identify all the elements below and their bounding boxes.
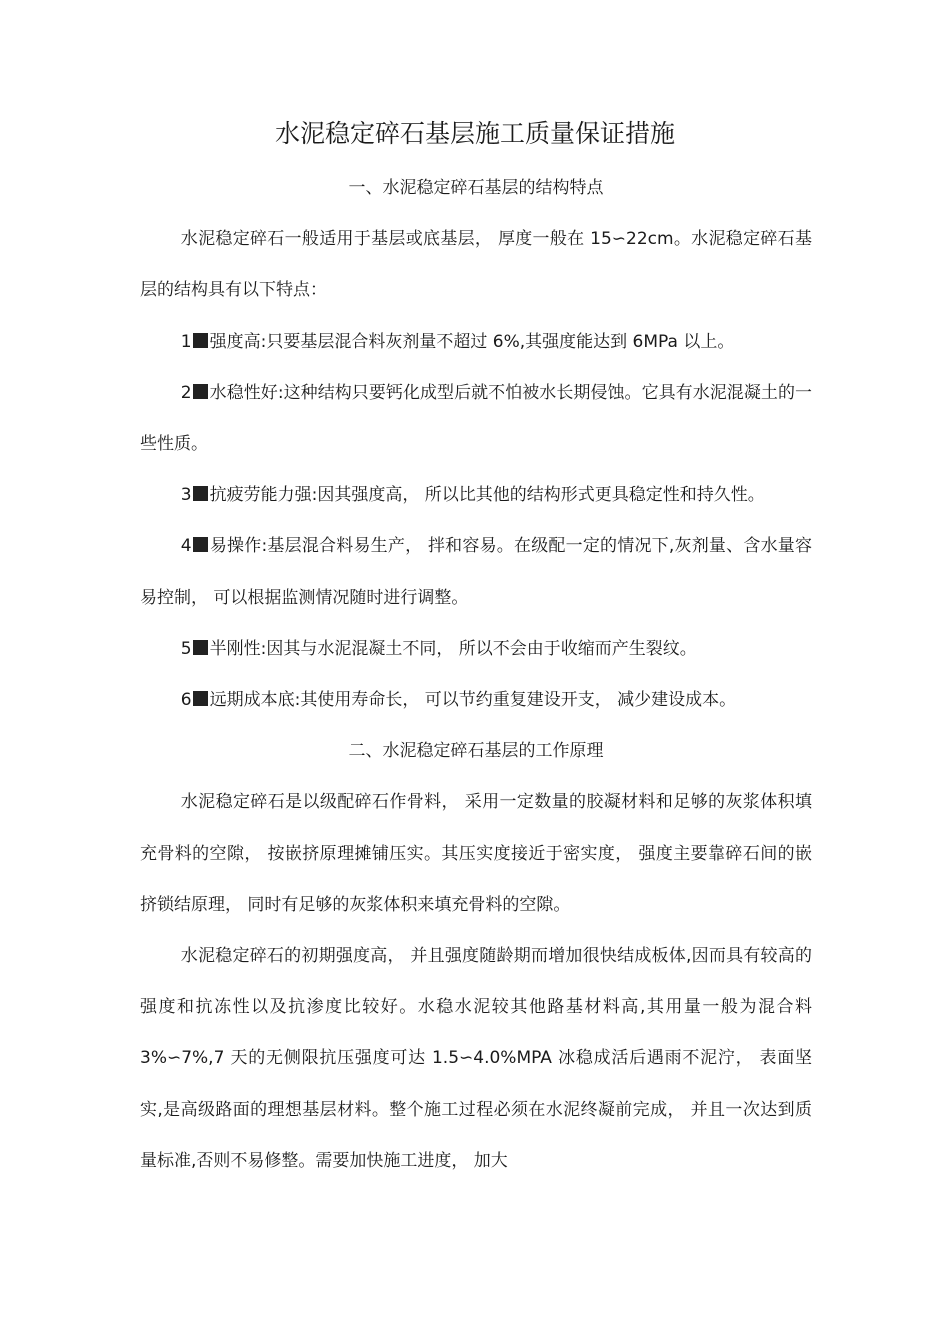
feature-item-2 [140, 368, 812, 470]
feature-item-6 [140, 675, 812, 726]
square-bullet-icon [193, 333, 208, 348]
feature-number: 1 [180, 331, 192, 352]
feature-item-1 [140, 317, 812, 368]
feature-text: 抗疲劳能力强:因其强度高， 所以比其他的结构形式更具稳定性和持久性。 [209, 485, 765, 506]
square-bullet-icon [193, 486, 208, 501]
feature-number: 6 [180, 690, 192, 711]
feature-item-5 [140, 624, 812, 675]
feature-text: 远期成本底:其使用寿命长， 可以节约重复建设开支， 减少建设成本。 [209, 690, 737, 711]
feature-number: 2 [180, 382, 192, 403]
document-body [140, 163, 812, 1187]
feature-item-4 [140, 521, 812, 623]
feature-text: 水稳性好:这种结构只要钙化成型后就不怕被水长期侵蚀。它具有水泥混凝土的一些性质。 [140, 382, 812, 455]
feature-text: 易操作:基层混合料易生产， 拌和容易。在级配一定的情况下,灰剂量、含水量容易控制， 可以根据监测情况随时进行调整。 [140, 536, 812, 608]
section-heading-2: 二、水泥稳定碎石基层的工作原理 [348, 741, 604, 762]
square-bullet-icon [193, 691, 208, 706]
feature-text: 半刚性:因其与水泥混凝土不同， 所以不会由于收缩而产生裂纹。 [209, 638, 697, 659]
intro-paragraph: 水泥稳定碎石一般适用于基层或底基层， 厚度一般在 15∽22cm。水泥稳定碎石基层的结构具有以下特点： [140, 229, 812, 301]
principle-paragraph-2: 水泥稳定碎石的初期强度高， 并且强度随龄期而增加很快结成板体,因而具有较高的强度和抗冻性以及抗渗度比较好。水稳水泥较其他路基材料高,其用量一般为混合料 3%∽7%,7 天的无侧限抗压强度可达 1.5∽4.0%MPA 冰稳成活后遇雨不泥泞， 表面坚实,是高级路面的理想基层材料。整个施工过程必须在水泥终凝前完成， 并且一次达到质量标准,否则不易修整。需要加快施工进度， 加大 [140, 946, 812, 1171]
feature-number: 3 [180, 485, 192, 506]
document-title: 水泥稳定碎石基层施工质量保证措施 [274, 119, 675, 148]
section-heading-1: 一、水泥稳定碎石基层的结构特点 [348, 178, 604, 198]
square-bullet-icon [193, 640, 208, 655]
feature-number: 5 [180, 638, 192, 659]
feature-item-3 [140, 470, 812, 521]
feature-number: 4 [180, 536, 192, 557]
square-bullet-icon [193, 537, 208, 552]
square-bullet-icon [193, 384, 208, 399]
principle-paragraph-1: 水泥稳定碎石是以级配碎石作骨料， 采用一定数量的胶凝材料和足够的灰浆体积填充骨料的空隙， 按嵌挤原理摊铺压实。其压实度接近于密实度， 强度主要靠碎石间的嵌挤锁结原理， 同时有足够的灰浆体积来填充骨料的空隙。 [140, 792, 812, 915]
feature-text: 强度高:只要基层混合料灰剂量不超过 6%,其强度能达到 6MPa 以上。 [209, 331, 735, 352]
